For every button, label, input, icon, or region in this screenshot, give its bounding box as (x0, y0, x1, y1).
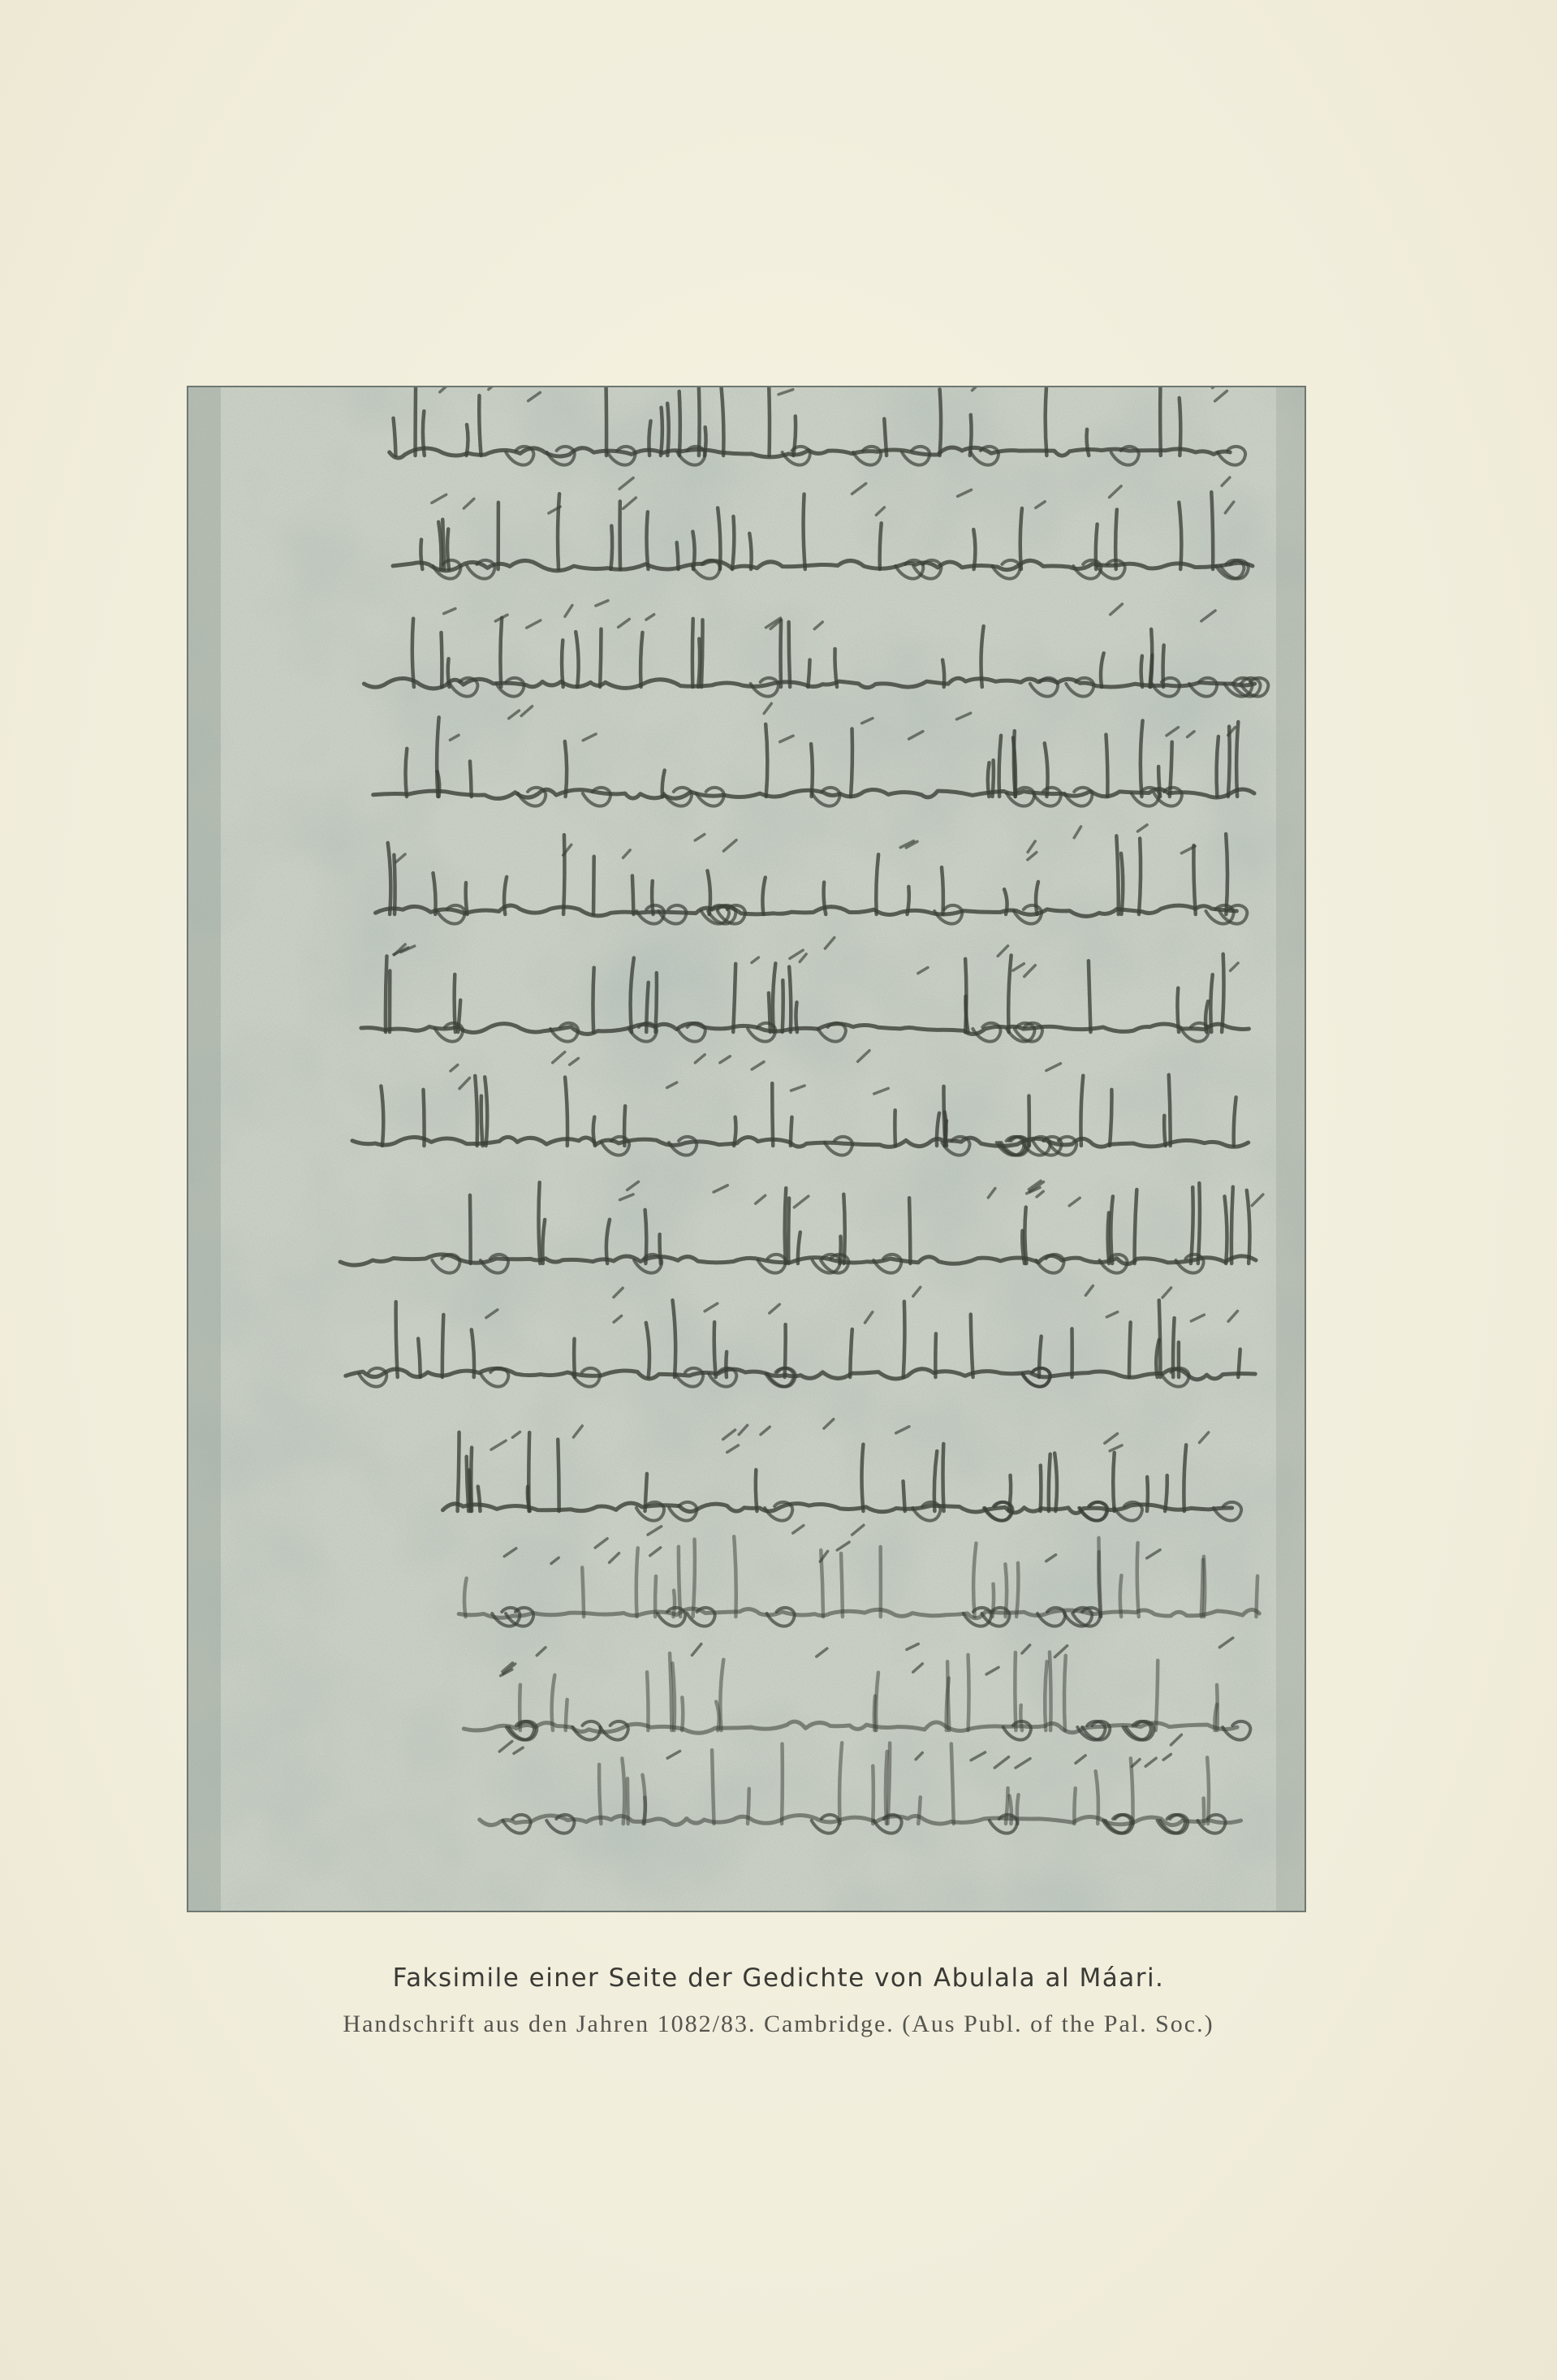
script-stroke (968, 1655, 969, 1730)
script-stroke (766, 724, 767, 797)
script-stroke (677, 542, 679, 569)
script-stroke (904, 1481, 905, 1511)
script-stroke (1113, 1453, 1115, 1511)
script-stroke (1236, 722, 1238, 797)
script-stroke (679, 1547, 680, 1617)
script-stroke (667, 404, 669, 456)
script-stroke (1020, 508, 1022, 569)
script-stroke (973, 529, 975, 569)
script-stroke (947, 1661, 949, 1730)
script-stroke (447, 529, 449, 569)
manuscript-image (188, 387, 1305, 1911)
script-stroke (1139, 839, 1141, 914)
script-stroke (1147, 1477, 1148, 1511)
script-stroke (862, 1445, 864, 1511)
script-stroke (884, 419, 886, 456)
script-stroke (733, 964, 735, 1032)
script-stroke (1217, 736, 1218, 797)
script-stroke (1177, 988, 1179, 1032)
script-stroke (712, 1750, 714, 1824)
script-stroke (734, 1117, 735, 1146)
script-stroke (880, 523, 882, 569)
script-stroke (951, 1744, 954, 1824)
script-stroke (1169, 1075, 1171, 1146)
script-stroke (424, 1090, 425, 1146)
script-stroke (999, 736, 1001, 797)
script-stroke (471, 1448, 472, 1511)
script-stroke (1098, 1538, 1100, 1617)
script-stroke (418, 1339, 421, 1377)
script-stroke (661, 408, 662, 456)
script-stroke (843, 1194, 844, 1263)
script-stroke (646, 512, 648, 569)
script-stroke (1039, 1337, 1042, 1377)
script-stroke (942, 1444, 943, 1511)
script-stroke (1074, 1788, 1075, 1824)
script-stroke (726, 1352, 727, 1377)
script-stroke (850, 1329, 852, 1377)
script-stroke (558, 494, 559, 569)
script-stroke (475, 1076, 477, 1146)
script-stroke (582, 1567, 584, 1617)
script-stroke (1111, 1196, 1113, 1263)
script-stroke (1089, 961, 1091, 1032)
script-stroke (1121, 853, 1123, 914)
script-stroke (421, 539, 422, 569)
script-stroke (734, 1536, 736, 1617)
script-stroke (887, 1743, 890, 1824)
script-stroke (386, 956, 387, 1032)
script-stroke (396, 1302, 398, 1377)
script-stroke (788, 1198, 789, 1263)
script-stroke (1046, 387, 1047, 456)
script-stroke (423, 411, 425, 456)
script-stroke (909, 1198, 910, 1263)
script-stroke (442, 1315, 444, 1377)
script-stroke (1016, 1563, 1018, 1617)
script-stroke (464, 1579, 467, 1617)
script-stroke (470, 1195, 471, 1263)
script-stroke (1064, 1656, 1066, 1730)
script-stroke (769, 993, 770, 1032)
script-stroke (1120, 1575, 1122, 1617)
script-stroke (672, 1663, 675, 1730)
script-stroke (749, 533, 751, 569)
script-stroke (945, 1121, 947, 1146)
script-stroke (1020, 1705, 1022, 1730)
script-stroke (935, 1333, 936, 1377)
script-stroke (789, 622, 791, 687)
script-stroke (769, 387, 770, 456)
script-stroke (789, 967, 791, 1032)
script-stroke (405, 749, 407, 797)
script-stroke (1015, 1652, 1016, 1730)
script-stroke (942, 660, 944, 687)
script-stroke (478, 1487, 481, 1511)
script-stroke (824, 883, 826, 914)
script-stroke (1226, 834, 1227, 914)
script-stroke (692, 532, 694, 569)
script-stroke (904, 1302, 905, 1377)
script-stroke (693, 1540, 695, 1617)
script-stroke (599, 1764, 601, 1824)
script-stroke (942, 867, 943, 914)
script-stroke (500, 618, 502, 687)
script-stroke (636, 1548, 638, 1617)
script-stroke (558, 1440, 559, 1511)
script-stroke (655, 973, 656, 1032)
script-stroke (593, 857, 594, 914)
script-stroke (1210, 974, 1212, 1032)
script-stroke (538, 1182, 540, 1263)
script-stroke (1141, 656, 1143, 687)
script-stroke (851, 729, 852, 797)
script-stroke (1231, 1187, 1233, 1263)
script-stroke (1106, 735, 1107, 797)
script-stroke (652, 881, 653, 914)
script-stroke (1211, 492, 1213, 569)
script-stroke (610, 525, 612, 569)
script-stroke (692, 619, 693, 687)
script-stroke (835, 649, 837, 687)
script-stroke (1014, 731, 1016, 797)
script-stroke (1108, 1213, 1110, 1263)
script-stroke (467, 425, 468, 456)
script-stroke (714, 1322, 716, 1377)
script-stroke (971, 1315, 973, 1377)
script-stroke (782, 1744, 783, 1824)
script-stroke (1165, 1475, 1167, 1511)
script-stroke (674, 1591, 675, 1617)
script-stroke (970, 415, 972, 456)
figure-caption: Faksimile einer Seite der Gedichte von Abulala al Máari. (392, 1963, 1165, 1993)
script-stroke (992, 760, 993, 797)
script-stroke (1180, 398, 1181, 456)
script-stroke (1191, 1187, 1193, 1263)
script-stroke (640, 633, 642, 687)
script-stroke (412, 619, 414, 687)
script-stroke (682, 1697, 683, 1730)
script-stroke (566, 1700, 567, 1730)
script-stroke (481, 1096, 483, 1146)
manuscript-facsimile-plate (188, 387, 1305, 1911)
script-stroke (772, 1083, 773, 1146)
script-stroke (574, 1339, 575, 1377)
script-stroke (441, 633, 442, 687)
script-stroke (732, 516, 734, 569)
script-stroke (1050, 1652, 1051, 1730)
script-stroke (1116, 836, 1118, 914)
script-stroke (1009, 1795, 1011, 1824)
script-stroke (1164, 1116, 1166, 1146)
script-stroke (908, 887, 909, 914)
script-stroke (1087, 430, 1089, 456)
figure-source-note: Handschrift aus den Jahren 1082/83. Cambridge. (Aus Publ. of the Pal. Soc.) (343, 2011, 1214, 2037)
script-stroke (811, 744, 813, 797)
script-stroke (841, 1553, 843, 1617)
script-stroke (649, 421, 650, 456)
script-stroke (756, 1470, 757, 1511)
script-stroke (679, 391, 680, 456)
script-stroke (1049, 1454, 1050, 1511)
script-stroke (1137, 1543, 1139, 1617)
script-stroke (479, 395, 481, 456)
script-stroke (918, 1797, 921, 1824)
script-stroke (655, 1576, 656, 1617)
script-stroke (781, 620, 782, 687)
script-stroke (1110, 1090, 1112, 1146)
script-stroke (1207, 1757, 1209, 1824)
script-stroke (804, 494, 805, 569)
script-stroke (1129, 1322, 1131, 1377)
script-stroke (394, 855, 395, 914)
script-stroke (1238, 1350, 1240, 1377)
script-stroke (988, 762, 990, 797)
script-stroke (1198, 1183, 1200, 1263)
script-stroke (632, 875, 634, 914)
script-stroke (940, 389, 941, 456)
script-stroke (1256, 1576, 1257, 1617)
script-stroke (1041, 1466, 1042, 1511)
script-stroke (1006, 1788, 1008, 1824)
script-stroke (470, 761, 472, 797)
script-stroke (748, 1789, 749, 1824)
script-stroke (1193, 845, 1195, 914)
script-stroke (1156, 1661, 1158, 1730)
script-stroke (698, 639, 700, 687)
script-stroke (467, 1457, 469, 1511)
script-stroke (1204, 1557, 1205, 1617)
script-stroke (562, 640, 563, 687)
script-stroke (791, 1117, 792, 1146)
script-stroke (647, 1672, 648, 1730)
script-stroke (808, 660, 809, 687)
script-stroke (785, 1188, 787, 1263)
script-stroke (458, 1432, 459, 1511)
script-stroke (600, 629, 601, 687)
script-stroke (565, 741, 567, 797)
script-stroke (874, 1696, 875, 1730)
script-stroke (1160, 387, 1161, 456)
script-stroke (438, 771, 440, 797)
script-stroke (466, 883, 468, 914)
script-stroke (965, 959, 966, 1032)
script-stroke (1222, 954, 1223, 1032)
script-stroke (1045, 1661, 1046, 1730)
script-stroke (593, 1117, 595, 1146)
script-stroke (1228, 727, 1230, 797)
script-stroke (563, 835, 564, 914)
